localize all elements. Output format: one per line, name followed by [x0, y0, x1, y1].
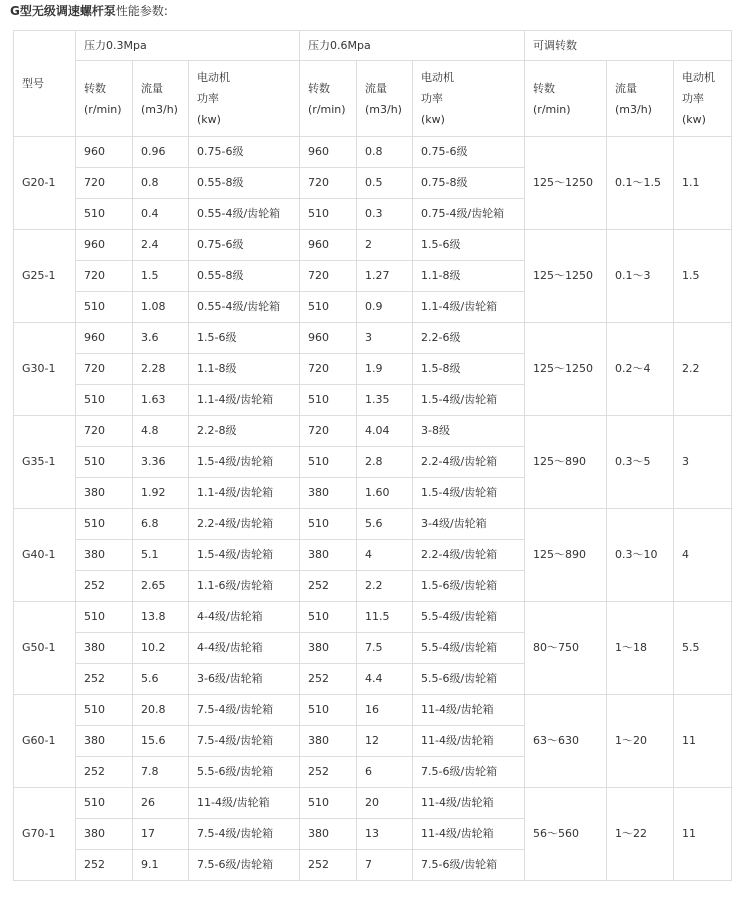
header-group-06: 压力0.6Mpa — [300, 31, 525, 61]
flow-06-cell: 13 — [357, 819, 413, 850]
flow-03-cell: 9.1 — [133, 850, 189, 881]
speed-03-cell: 380 — [76, 819, 133, 850]
flow-03-cell: 1.92 — [133, 478, 189, 509]
speed-06-cell: 510 — [300, 788, 357, 819]
flow-06-cell: 2.2 — [357, 571, 413, 602]
power-06-cell: 5.5-4级/齿轮箱 — [413, 633, 525, 664]
flow-06-cell: 16 — [357, 695, 413, 726]
table-row — [14, 602, 732, 633]
flow-06-cell: 11.5 — [357, 602, 413, 633]
speed-06-cell: 720 — [300, 168, 357, 199]
speed-06-cell: 510 — [300, 447, 357, 478]
speed-03-cell: 720 — [76, 416, 133, 447]
flow-03-cell: 0.4 — [133, 199, 189, 230]
speed-03-cell: 380 — [76, 478, 133, 509]
model-cell: G40-1 — [14, 509, 76, 602]
power-06-cell: 1.5-6级/齿轮箱 — [413, 571, 525, 602]
flow-03-cell: 2.28 — [133, 354, 189, 385]
adj-flow-cell: 1～20 — [607, 695, 674, 788]
adj-speed-cell: 125～890 — [525, 416, 607, 509]
speed-03-cell: 510 — [76, 788, 133, 819]
speed-06-cell: 960 — [300, 137, 357, 168]
header-speed-03: 转数 (r/min) — [76, 61, 133, 137]
power-03-cell: 7.5-4级/齿轮箱 — [189, 695, 300, 726]
flow-03-cell: 2.4 — [133, 230, 189, 261]
flow-03-cell: 26 — [133, 788, 189, 819]
adj-power-cell: 4 — [674, 509, 732, 602]
power-03-cell: 11-4级/齿轮箱 — [189, 788, 300, 819]
flow-03-cell: 15.6 — [133, 726, 189, 757]
power-06-cell: 11-4级/齿轮箱 — [413, 819, 525, 850]
speed-03-cell: 960 — [76, 323, 133, 354]
power-03-cell: 5.5-6级/齿轮箱 — [189, 757, 300, 788]
flow-06-cell: 1.27 — [357, 261, 413, 292]
power-06-cell: 1.1-4级/齿轮箱 — [413, 292, 525, 323]
flow-03-cell: 3.36 — [133, 447, 189, 478]
speed-03-cell: 380 — [76, 726, 133, 757]
table-row — [14, 788, 732, 819]
speed-06-cell: 252 — [300, 850, 357, 881]
adj-power-cell: 2.2 — [674, 323, 732, 416]
speed-03-cell: 380 — [76, 540, 133, 571]
flow-06-cell: 6 — [357, 757, 413, 788]
flow-03-cell: 2.65 — [133, 571, 189, 602]
speed-06-cell: 380 — [300, 633, 357, 664]
power-03-cell: 0.55-8级 — [189, 168, 300, 199]
title-rest: 性能参数: — [115, 4, 168, 18]
power-03-cell: 1.1-4级/齿轮箱 — [189, 385, 300, 416]
speed-06-cell: 510 — [300, 292, 357, 323]
speed-03-cell: 252 — [76, 571, 133, 602]
flow-06-cell: 4 — [357, 540, 413, 571]
flow-03-cell: 10.2 — [133, 633, 189, 664]
model-cell: G70-1 — [14, 788, 76, 881]
power-06-cell: 0.75-6级 — [413, 137, 525, 168]
model-cell: G20-1 — [14, 137, 76, 230]
flow-06-cell: 12 — [357, 726, 413, 757]
flow-06-cell: 0.8 — [357, 137, 413, 168]
flow-06-cell: 4.04 — [357, 416, 413, 447]
speed-06-cell: 380 — [300, 540, 357, 571]
speed-03-cell: 720 — [76, 168, 133, 199]
speed-03-cell: 510 — [76, 602, 133, 633]
flow-03-cell: 0.8 — [133, 168, 189, 199]
model-cell: G35-1 — [14, 416, 76, 509]
adj-flow-cell: 0.3～10 — [607, 509, 674, 602]
table-row — [14, 230, 732, 261]
header-power-06: 电动机 功率 (kw) — [413, 61, 525, 137]
header-model: 型号 — [14, 31, 76, 137]
speed-03-cell: 510 — [76, 385, 133, 416]
power-06-cell: 11-4级/齿轮箱 — [413, 788, 525, 819]
power-06-cell: 3-8级 — [413, 416, 525, 447]
flow-06-cell: 2.8 — [357, 447, 413, 478]
header-group-03: 压力0.3Mpa — [76, 31, 300, 61]
power-03-cell: 0.75-6级 — [189, 230, 300, 261]
speed-06-cell: 252 — [300, 664, 357, 695]
speed-03-cell: 960 — [76, 230, 133, 261]
power-03-cell: 4-4级/齿轮箱 — [189, 633, 300, 664]
speed-03-cell: 510 — [76, 447, 133, 478]
flow-06-cell: 0.5 — [357, 168, 413, 199]
header-flow-06: 流量 (m3/h) — [357, 61, 413, 137]
power-03-cell: 1.1-8级 — [189, 354, 300, 385]
speed-06-cell: 960 — [300, 323, 357, 354]
power-03-cell: 7.5-6级/齿轮箱 — [189, 850, 300, 881]
flow-06-cell: 0.9 — [357, 292, 413, 323]
header-adj-power: 电动机 功率 (kw) — [674, 61, 732, 137]
header-flow-03: 流量 (m3/h) — [133, 61, 189, 137]
speed-06-cell: 510 — [300, 385, 357, 416]
flow-06-cell: 0.3 — [357, 199, 413, 230]
flow-06-cell: 3 — [357, 323, 413, 354]
power-03-cell: 1.1-4级/齿轮箱 — [189, 478, 300, 509]
flow-06-cell: 1.9 — [357, 354, 413, 385]
flow-03-cell: 4.8 — [133, 416, 189, 447]
speed-03-cell: 510 — [76, 292, 133, 323]
speed-03-cell: 510 — [76, 199, 133, 230]
speed-06-cell: 252 — [300, 757, 357, 788]
power-03-cell: 1.5-6级 — [189, 323, 300, 354]
adj-power-cell: 3 — [674, 416, 732, 509]
speed-06-cell: 960 — [300, 230, 357, 261]
adj-power-cell: 1.1 — [674, 137, 732, 230]
power-03-cell: 2.2-8级 — [189, 416, 300, 447]
flow-03-cell: 7.8 — [133, 757, 189, 788]
flow-06-cell: 1.35 — [357, 385, 413, 416]
power-03-cell: 1.1-6级/齿轮箱 — [189, 571, 300, 602]
model-cell: G25-1 — [14, 230, 76, 323]
spec-table — [13, 30, 732, 881]
flow-03-cell: 5.1 — [133, 540, 189, 571]
speed-06-cell: 380 — [300, 726, 357, 757]
adj-power-cell: 5.5 — [674, 602, 732, 695]
adj-flow-cell: 1～18 — [607, 602, 674, 695]
flow-06-cell: 20 — [357, 788, 413, 819]
speed-03-cell: 252 — [76, 850, 133, 881]
power-03-cell: 2.2-4级/齿轮箱 — [189, 509, 300, 540]
power-03-cell: 0.75-6级 — [189, 137, 300, 168]
power-03-cell: 0.55-4级/齿轮箱 — [189, 199, 300, 230]
flow-03-cell: 13.8 — [133, 602, 189, 633]
speed-06-cell: 720 — [300, 354, 357, 385]
header-group-adjustable: 可调转数 — [525, 31, 732, 61]
flow-06-cell: 7.5 — [357, 633, 413, 664]
table-row — [14, 695, 732, 726]
speed-06-cell: 380 — [300, 819, 357, 850]
adj-speed-cell: 125～1250 — [525, 323, 607, 416]
flow-03-cell: 1.63 — [133, 385, 189, 416]
power-06-cell: 2.2-4级/齿轮箱 — [413, 540, 525, 571]
model-cell: G60-1 — [14, 695, 76, 788]
speed-03-cell: 380 — [76, 633, 133, 664]
speed-06-cell: 380 — [300, 478, 357, 509]
adj-flow-cell: 0.1～3 — [607, 230, 674, 323]
adj-speed-cell: 80～750 — [525, 602, 607, 695]
table-row — [14, 323, 732, 354]
power-06-cell: 1.1-8级 — [413, 261, 525, 292]
model-cell: G30-1 — [14, 323, 76, 416]
speed-03-cell: 720 — [76, 261, 133, 292]
power-06-cell: 1.5-4级/齿轮箱 — [413, 385, 525, 416]
flow-06-cell: 4.4 — [357, 664, 413, 695]
adj-flow-cell: 0.3～5 — [607, 416, 674, 509]
power-06-cell: 1.5-6级 — [413, 230, 525, 261]
power-03-cell: 0.55-4级/齿轮箱 — [189, 292, 300, 323]
power-06-cell: 0.75-8级 — [413, 168, 525, 199]
adj-power-cell: 1.5 — [674, 230, 732, 323]
flow-03-cell: 6.8 — [133, 509, 189, 540]
flow-06-cell: 2 — [357, 230, 413, 261]
power-06-cell: 2.2-6级 — [413, 323, 525, 354]
power-03-cell: 7.5-4级/齿轮箱 — [189, 819, 300, 850]
adj-speed-cell: 125～1250 — [525, 137, 607, 230]
table-row — [14, 416, 732, 447]
flow-03-cell: 17 — [133, 819, 189, 850]
speed-06-cell: 252 — [300, 571, 357, 602]
speed-03-cell: 510 — [76, 509, 133, 540]
adj-speed-cell: 63～630 — [525, 695, 607, 788]
flow-06-cell: 7 — [357, 850, 413, 881]
power-03-cell: 3-6级/齿轮箱 — [189, 664, 300, 695]
speed-06-cell: 720 — [300, 261, 357, 292]
flow-06-cell: 5.6 — [357, 509, 413, 540]
table-row — [14, 137, 732, 168]
power-06-cell: 7.5-6级/齿轮箱 — [413, 850, 525, 881]
power-06-cell: 3-4级/齿轮箱 — [413, 509, 525, 540]
power-03-cell: 0.55-8级 — [189, 261, 300, 292]
flow-03-cell: 20.8 — [133, 695, 189, 726]
flow-03-cell: 1.5 — [133, 261, 189, 292]
power-06-cell: 7.5-6级/齿轮箱 — [413, 757, 525, 788]
spec-table-body — [14, 137, 732, 881]
power-03-cell: 1.5-4级/齿轮箱 — [189, 447, 300, 478]
power-06-cell: 0.75-4级/齿轮箱 — [413, 199, 525, 230]
power-06-cell: 1.5-8级 — [413, 354, 525, 385]
header-adj-flow: 流量 (m3/h) — [607, 61, 674, 137]
table-row — [14, 509, 732, 540]
speed-03-cell: 252 — [76, 664, 133, 695]
flow-03-cell: 5.6 — [133, 664, 189, 695]
flow-03-cell: 1.08 — [133, 292, 189, 323]
power-06-cell: 5.5-6级/齿轮箱 — [413, 664, 525, 695]
header-speed-06: 转数 (r/min) — [300, 61, 357, 137]
title-bold: G型无级调速螺杆泵 — [10, 4, 116, 18]
adj-speed-cell: 125～1250 — [525, 230, 607, 323]
flow-06-cell: 1.60 — [357, 478, 413, 509]
speed-06-cell: 510 — [300, 199, 357, 230]
adj-flow-cell: 1～22 — [607, 788, 674, 881]
power-03-cell: 4-4级/齿轮箱 — [189, 602, 300, 633]
speed-03-cell: 510 — [76, 695, 133, 726]
power-03-cell: 1.5-4级/齿轮箱 — [189, 540, 300, 571]
speed-06-cell: 510 — [300, 509, 357, 540]
page-title — [10, 2, 168, 20]
adj-flow-cell: 0.2～4 — [607, 323, 674, 416]
speed-06-cell: 720 — [300, 416, 357, 447]
flow-03-cell: 3.6 — [133, 323, 189, 354]
adj-speed-cell: 125～890 — [525, 509, 607, 602]
adj-flow-cell: 0.1～1.5 — [607, 137, 674, 230]
adj-power-cell: 11 — [674, 788, 732, 881]
adj-power-cell: 11 — [674, 695, 732, 788]
adj-speed-cell: 56～560 — [525, 788, 607, 881]
power-06-cell: 11-4级/齿轮箱 — [413, 695, 525, 726]
power-03-cell: 7.5-4级/齿轮箱 — [189, 726, 300, 757]
speed-06-cell: 510 — [300, 602, 357, 633]
speed-06-cell: 510 — [300, 695, 357, 726]
speed-03-cell: 252 — [76, 757, 133, 788]
power-06-cell: 2.2-4级/齿轮箱 — [413, 447, 525, 478]
header-adj-speed: 转数 (r/min) — [525, 61, 607, 137]
speed-03-cell: 960 — [76, 137, 133, 168]
speed-03-cell: 720 — [76, 354, 133, 385]
power-06-cell: 11-4级/齿轮箱 — [413, 726, 525, 757]
flow-03-cell: 0.96 — [133, 137, 189, 168]
header-power-03: 电动机 功率 (kw) — [189, 61, 300, 137]
power-06-cell: 1.5-4级/齿轮箱 — [413, 478, 525, 509]
power-06-cell: 5.5-4级/齿轮箱 — [413, 602, 525, 633]
model-cell: G50-1 — [14, 602, 76, 695]
